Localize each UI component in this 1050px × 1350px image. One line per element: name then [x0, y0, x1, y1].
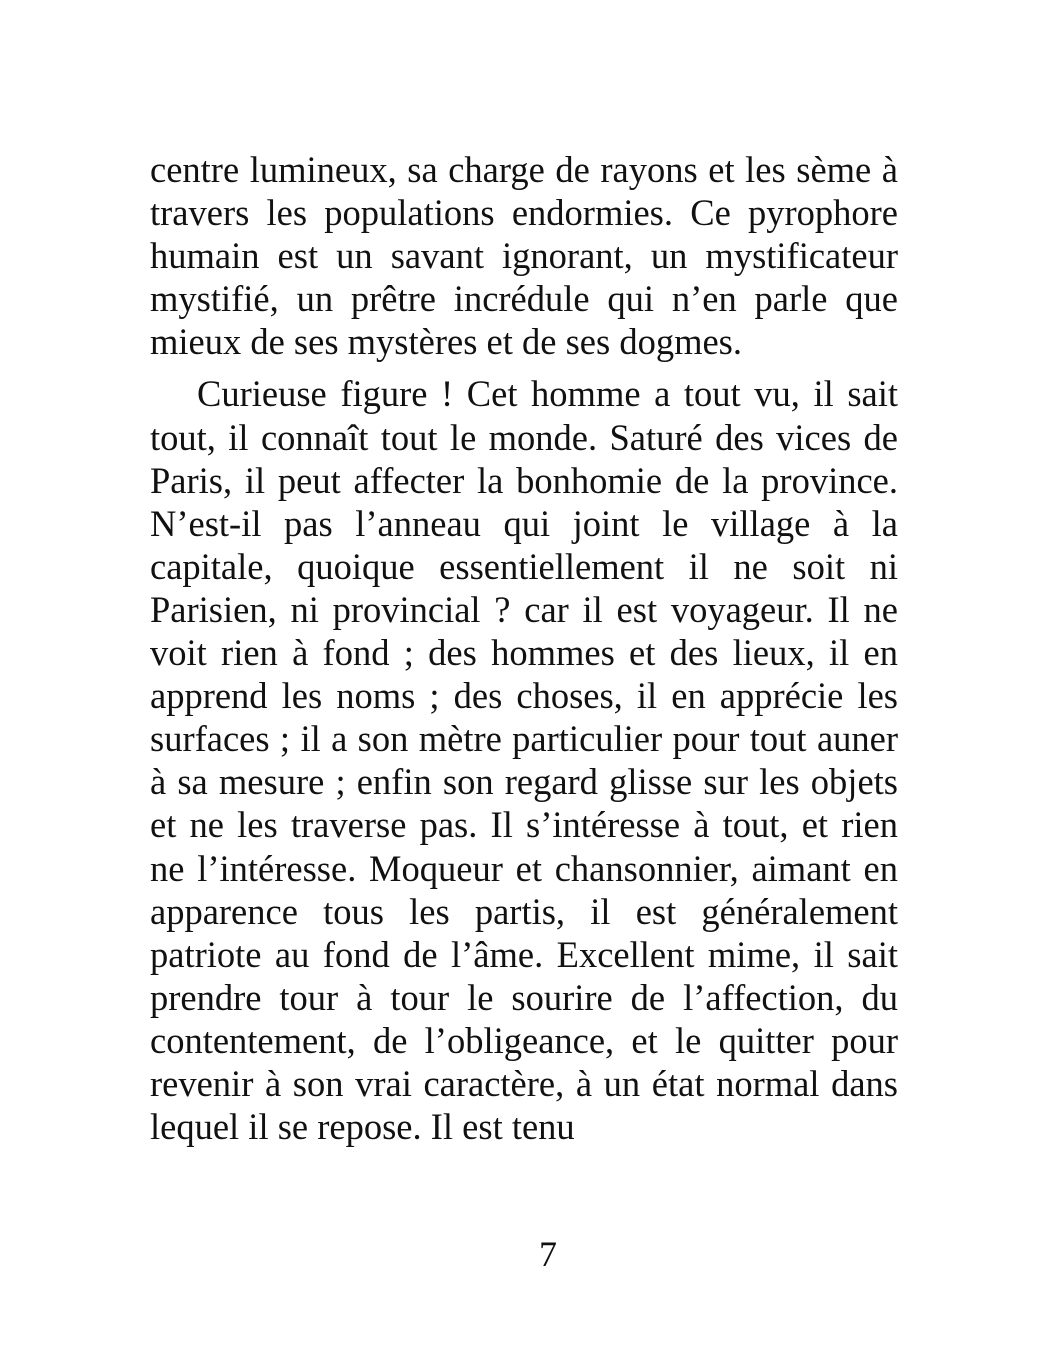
paragraph-continuation: centre lumineux, sa charge de rayons et les sème à travers les populations endormies. Ce pyrophore humain est un savant ignorant, un mystificateur mystifié, un prêtre incrédule qui n’en parle que mieux de ses mystères et de ses dogmes.	[150, 149, 898, 363]
page-number: 7	[539, 1234, 557, 1274]
paragraph-curieuse-figure: Curieuse figure ! Cet homme a tout vu, il sait tout, il connaît tout le monde. Saturé des vices de Paris, il peut affecter la bonhomie de la province. N’est-il pas l’anneau qui joint le village à la capitale, quoique essentiellement il ne soit ni Parisien, ni provincial ? car il est voyageur. Il ne voit rien à fond ; des hommes et des lieux, il en apprend les noms ; des choses, il en apprécie les surfaces ; il a son mètre particulier pour tout auner à sa mesure ; enfin son regard glisse sur les objets et ne les traverse pas. Il s’intéresse à tout, et rien ne l’intéresse. Moqueur et chansonnier, aimant en apparence tous les partis, il est généralement patriote au fond de l’âme. Excellent mime, il sait prendre tour à tour le sourire de l’affection, du contentement, de l’obligeance, et le quitter pour revenir à son vrai caractère, à un état normal dans lequel il se repose. Il est tenu	[150, 373, 898, 1148]
body-text	[150, 148, 898, 1148]
